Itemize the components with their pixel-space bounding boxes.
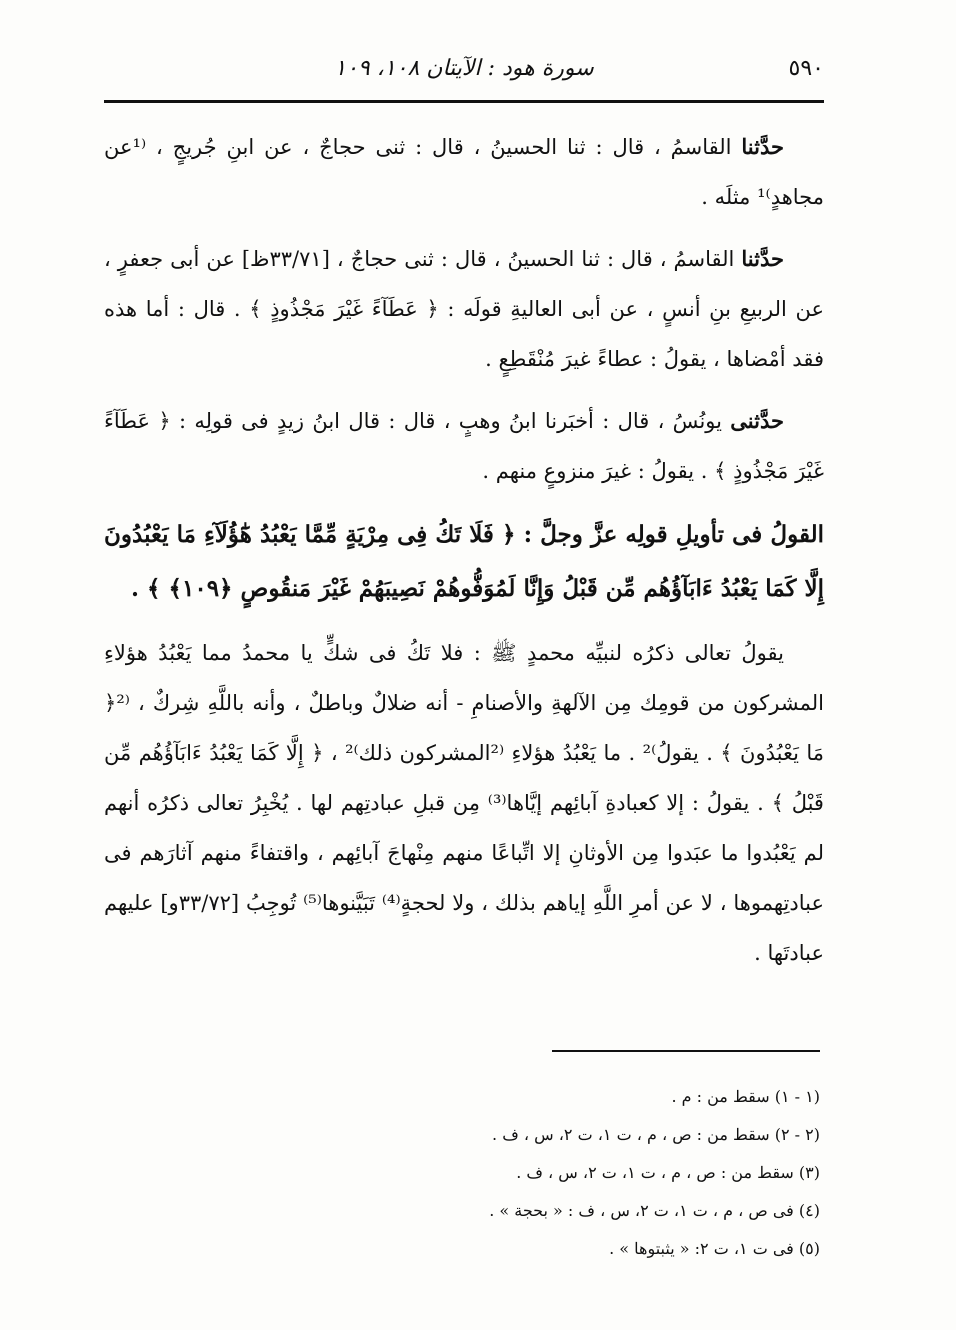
section-heading <box>104 508 824 616</box>
footnote: (٥) فى ت ١، ت ٢: « يثبتوها » . <box>609 1239 820 1258</box>
paragraph-lead: حدَّثنى <box>730 408 784 433</box>
commentary-paragraph: يقولُ تعالى ذكرُه لنبيِّه محمدٍ ﷺ : فلا تَكُ فى شكٍّ يا محمدُ مما يَعْبُدُ هؤلاءِ المشركون من قومِك مِن الآلهةِ والأصنامِ - أنه ضلالٌ وباطلٌ ، وأنه باللَّهِ شِركٌ ، ⁽²﴿ مَا يَعْبُدُونَ ﴾ . يقولُ⁾² . ما يَعْبُدُ هؤلاءِ ⁽²المشركون ذلك⁾² ، ﴿ إِلَّا كَمَا يَعْبُدُ ءَابَآؤُهُم مِّن قَبْلُ ﴾ . يقولُ : إلا كعبادةِ آبائِهم إيَّاها⁽³⁾ مِن قبلِ عبادتِهم لها . يُخْبِرُ تعالى ذكرُه أنهم لم يَعْبُدوا ما عبَدوا مِن الأوثانِ إلا اتِّباعًا منهم مِنْهاجَ آبائِهم ، واقتفاءً منهم آثارَهم فى عبادتِهموها ، لا عن أمرِ اللَّهِ إياهم بذلك ، ولا لحجةٍ⁽⁴⁾ تَبَيَّنوها⁽⁵⁾ تُوجِبُ [٣٣/٧٢و] عليهم عبادتَها . <box>104 641 825 965</box>
footnote: (١ - ١) سقط من : م . <box>671 1087 820 1106</box>
heading-lead: القولُ فى تأويلِ قولِه عزَّ وجلَّ : <box>523 521 824 548</box>
paragraph-text: القاسمُ ، قال : ثنا الحسينُ ، قال : ثنى حجاجٌ ، عن ابنِ جُريجٍ ، ⁽¹عن مجاهدٍ⁾¹ مثلَه . <box>104 135 824 209</box>
footnote-rule <box>552 1050 820 1052</box>
footnote: (٢ - ٢) سقط من : ص ، م ، ت ١، ت ٢، س ، ف . <box>492 1125 820 1144</box>
main-text <box>104 122 824 990</box>
page-number: ٥٩٠ <box>788 56 824 81</box>
paragraph-3 <box>104 396 824 496</box>
paragraph-1 <box>104 122 824 222</box>
footnote: (٣) سقط من : ص ، م ، ت ١، ت ٢، س ، ف . <box>516 1163 820 1182</box>
running-head <box>104 52 824 92</box>
paragraph-lead: حدَّثنا <box>741 134 784 159</box>
header-rule <box>104 100 824 103</box>
footnotes <box>104 1078 820 1268</box>
running-title: سورة هود : الآيتان ١٠٨، ١٠٩ <box>334 56 594 81</box>
footnote: (٤) فى ص ، م ، ت ١، ت ٢، س ، ف : « بحجة » . <box>489 1201 820 1220</box>
paragraph-2 <box>104 234 824 384</box>
quran-verse: ﴿ فَلَا تَكُ فِى مِرْيَةٍ مِّمَّا يَعْبُدُ هَٰٓؤُلَآءِ مَا يَعْبُدُونَ إِلَّا كَمَا يَعْبُدُ ءَابَآؤُهُم مِّن قَبْلُ وَإِنَّا لَمُوَفُّوهُمْ نَصِيبَهُمْ غَيْرَ مَنقُوصٍ ﴿١٠٩﴾ ﴾ . <box>104 521 824 602</box>
paragraph-text: القاسمُ ، قال : ثنا الحسينُ ، قال : ثنى حجاجٌ ، [٣٣/٧١ظ] عن أبى جعفرٍ ، عن الربيعِ بنِ أنسٍ ، عن أبى العاليةِ قولَه : ﴿ عَطَآءً غَيْرَ مَجْذُوذٍ ﴾ . قال : أما هذه فقد أمْضاها ، يقولُ : عطاءً غيرَ مُنْقَطِعٍ . <box>104 247 824 371</box>
paragraph-text: يونُسُ ، قال : أخبَرنا ابنُ وهبٍ ، قال : قال ابنُ زيدٍ فى قولِه : ﴿ عَطَآءً غَيْرَ مَجْذُوذٍ ﴾ . يقولُ : غيرَ منزوعٍ منهم . <box>104 409 824 483</box>
paragraph-lead: حدَّثنا <box>741 246 784 271</box>
